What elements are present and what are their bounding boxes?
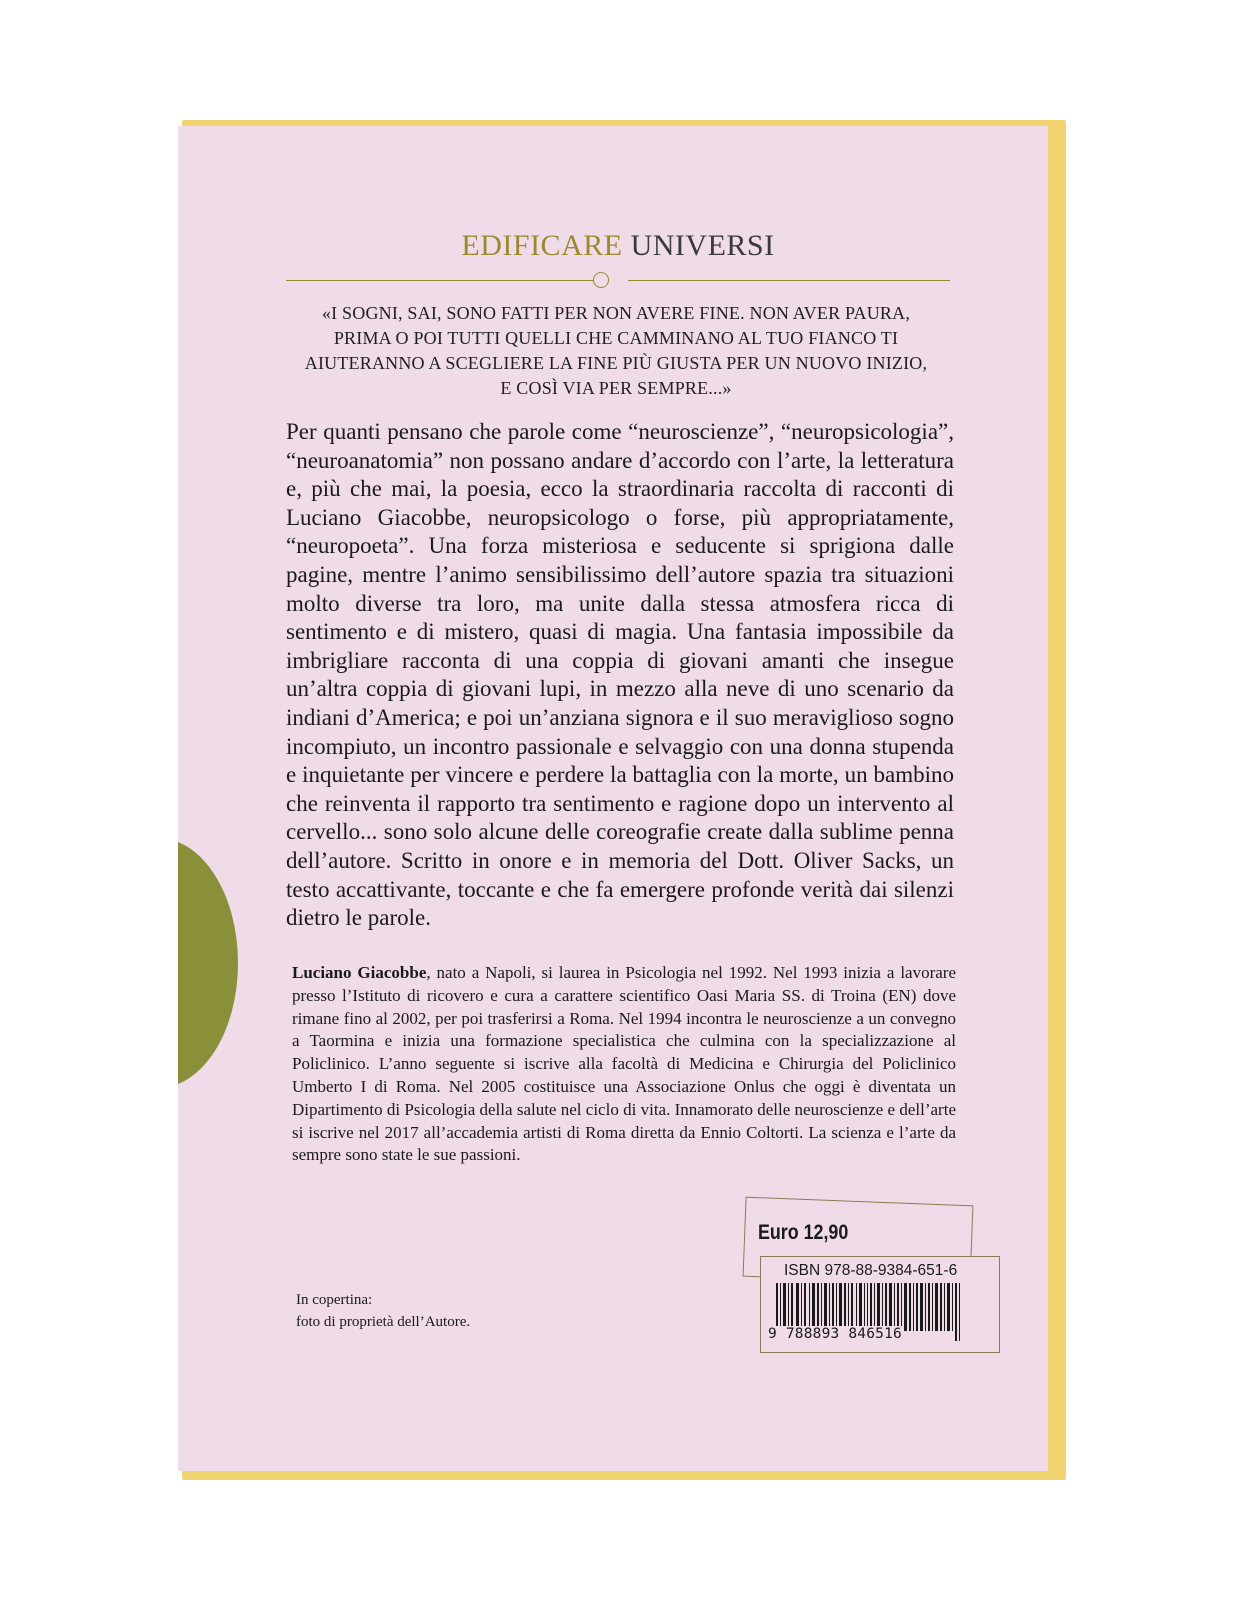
divider-left — [286, 280, 594, 281]
epigraph-quote: «I SOGNI, SAI, SONO FATTI PER NON AVERE FINE. NON AVER PAURA, PRIMA O POI TUTTI QUELLI CHE CAMMINANO AL TUO FIANCO TI AIUTERANNO A SCEGLIERE LA FINE PIÙ GIUSTA PER UN NUOVO INIZIO, E COSÌ VIA PER SEMPRE...» — [304, 303, 928, 398]
cover-credit-line2: foto di proprietà dell’Autore. — [296, 1314, 471, 1330]
series-title-accent: EDIFICARE — [461, 229, 623, 262]
divider-right — [628, 280, 950, 281]
cover-credit-line1: In copertina: — [296, 1292, 373, 1308]
author-bio-text: , nato a Napoli, si laurea in Psicologia nel 1992. Nel 1993 inizia a lavorare presso l’Istituto di ricovero e cura a carattere scientifico Oasi Maria SS. di Troina (EN) dove rimane fino al 2002, per poi trasferirsi a Roma. Nel 1994 incontra le neuroscienze a un convegno a Taormina e inizia una formazione specialistica che culmina con la specializzazione al Policlinico. L’anno seguente si iscrive alla facoltà di Medicina e Chirurgia del Policlinico Umberto I di Roma. Nel 2005 costituisce una Associazione Onlus che oggi è diventata un Dipartimento di Psicologia della salute nel ciclo di vita. Innamorato delle neuroscienze e dell’arte si iscrive nel 2017 all’accademia artisti di Roma diretta da Ennio Coltorti. La scienza e l’arte da sempre sono state le sue passioni. — [292, 963, 957, 1165]
author-name: Luciano Giacobbe — [292, 963, 427, 982]
isbn-label: ISBN 978-88-9384-651-6 — [784, 1262, 958, 1279]
back-cover — [178, 126, 1048, 1471]
cover-credit — [296, 1289, 596, 1333]
author-bio — [292, 962, 956, 1167]
divider-ring-icon — [593, 272, 609, 288]
green-disc-decoration — [178, 838, 238, 1088]
series-title — [178, 229, 1048, 263]
price-label: Euro 12,90 — [758, 1221, 849, 1244]
blurb-paragraph: Per quanti pensano che parole come “neuroscienze”, “neuropsicologia”, “neuroanatomia” non possano andare d’accordo con l’arte, la letteratura e, più che mai, la poesia, ecco la straordinaria raccolta di racconti di Luciano Giacobbe, neuropsicologo o forse, più appropriatamente, “neuropoeta”. Una forza misteriosa e seducente si sprigiona dalle pagine, mentre l’animo sensibilissimo dell’autore spazia tra situazioni molto diverse tra loro, ma unite dalla stessa atmosfera ricca di sentimento e di mistero, quasi di magia. Una fantasia impossibile da imbrigliare racconta di una coppia di giovani amanti che insegue un’altra coppia di giovani lupi, in mezzo alla neve di uno scenario da indiani d’America; e poi un’anziana signora e il suo meraviglioso sogno incompiuto, un incontro passionale e selvaggio con una donna stupenda e inquietante per vincere e perdere la battaglia con la morte, un bambino che reinventa il rapporto tra sentimento e ragione dopo un intervento al cervello... sono solo alcune delle coreografie create dalla sublime penna dell’autore. Scritto in onore e in memoria del Dott. Oliver Sacks, un testo accattivante, toccante e che fa emergere profonde verità dai silenzi dietro le parole. — [286, 419, 954, 931]
barcode-digits: 9 788893 846516 — [768, 1326, 902, 1342]
series-title-rest: UNIVERSI — [630, 229, 775, 262]
